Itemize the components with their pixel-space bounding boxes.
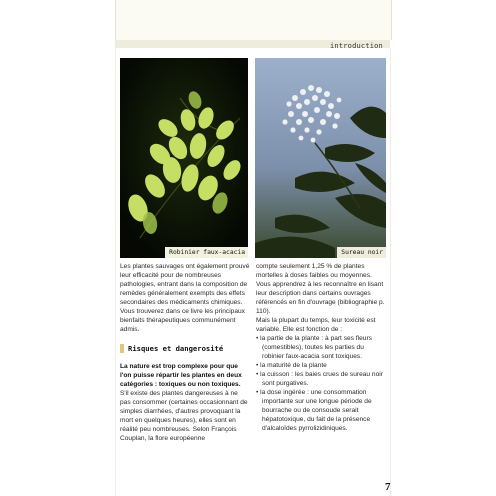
list-item: • la dose ingérée : une consommation importante sur une longue période de bourrache ou de consoude serait hépatotoxique, du fait de la présence d'alcaloïdes pyrrolizidiniques.	[256, 389, 372, 432]
yellow-green-leaflets-photo	[120, 58, 248, 258]
section-title: Risques et dangerosité	[128, 343, 224, 353]
photo-caption-left: Robinier faux-acacia	[165, 247, 248, 258]
list-item: • la cuisson : les baies crues de sureau noir sont purgatives.	[256, 371, 383, 387]
elderflower-cluster-photo	[255, 58, 386, 258]
body-paragraph: S'il existe des plantes dangereuses à ne pas consommer (certaines occasionnant de simples diarrhées, d'autres provoquant la mort en quelques heures), elles sont en réalité peu nombreuses. Selon François Couplan, la flore européenne	[120, 390, 248, 442]
photo-sureau	[255, 58, 386, 258]
page-margin-line	[115, 0, 116, 496]
list-item: • la maturité de la plante	[256, 362, 327, 369]
section-header-label: introduction	[330, 42, 383, 50]
right-text-column	[256, 262, 386, 433]
section-heading	[120, 343, 250, 353]
top-band	[115, 0, 392, 40]
page-number: 7	[385, 481, 391, 493]
page-margin-line-right	[390, 48, 391, 496]
continued-paragraph: compte seulement 1,25 % de plantes mortelles à doses faibles ou moyennes. Vous apprendrez à les reconnaître en lisant leur description dans certains ouvrages référencés en fin d'ouvrage (bibliographie p. 110).	[256, 263, 385, 315]
lead-paragraph: La nature est trop complexe pour que l'on puisse répartir les plantes en deux catégories : toxiques ou non toxiques.	[120, 363, 242, 388]
intro-paragraph: Les plantes sauvages ont également prouvé leur efficacité pour de nombreuses pathologies, entrant dans la composition de remèdes généralement exempts des effets secondaires des médicaments chimiques. Vous trouverez dans ce livre les principaux bienfaits thérapeutiques communément admis.	[120, 263, 250, 333]
section-marker-icon	[120, 344, 124, 353]
left-text-column	[120, 262, 250, 443]
photo-robinier	[120, 58, 248, 258]
toxicity-paragraph: Mais la plupart du temps, leur toxicité est variable. Elle est fonction de :	[256, 317, 376, 333]
list-item: • la partie de la plante : à part ses fleurs (comestibles), toutes les parties du robinier faux-acacia sont toxiques.	[256, 335, 372, 360]
photo-caption-right: Sureau noir	[337, 247, 386, 258]
